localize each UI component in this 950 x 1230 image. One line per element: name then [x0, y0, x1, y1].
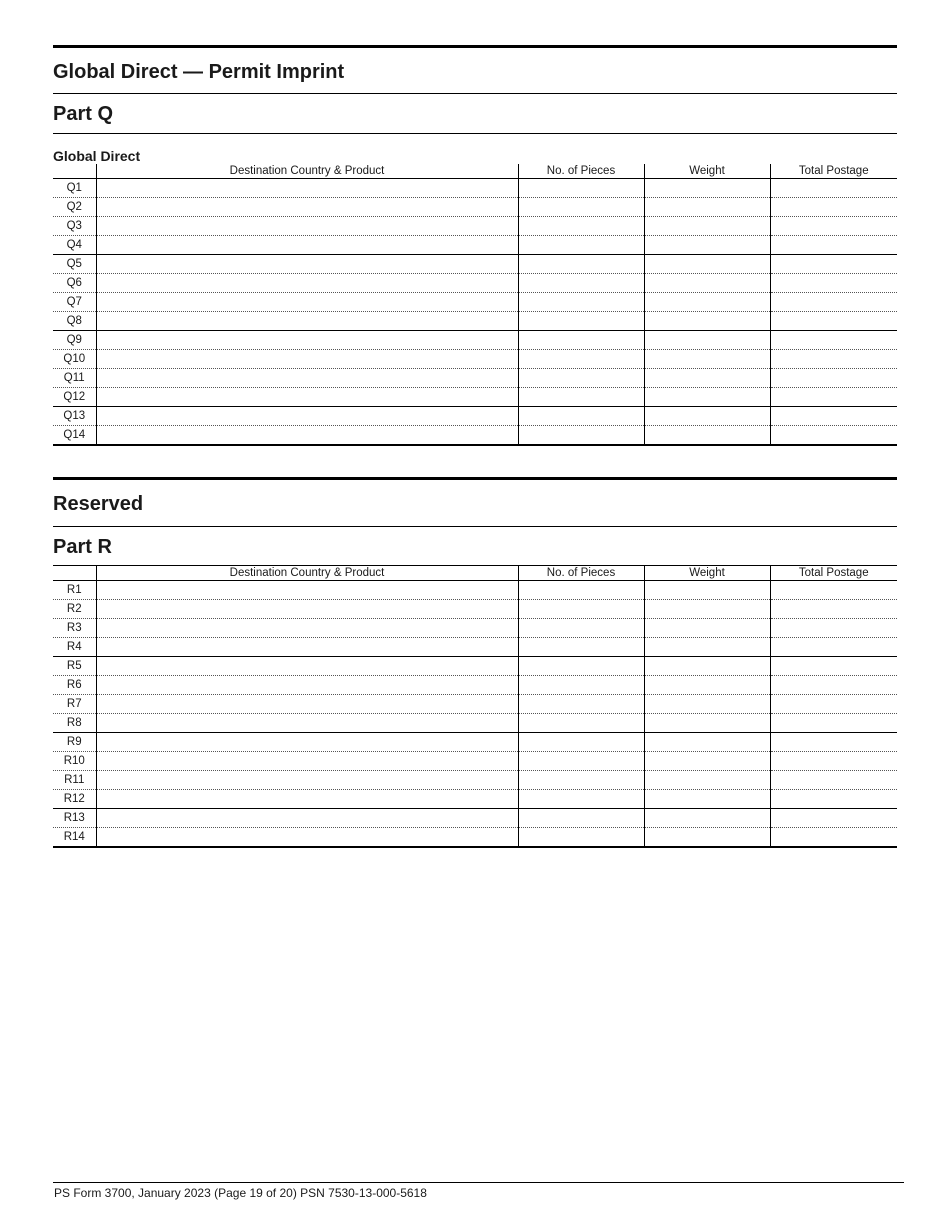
- part-q-weight-cell[interactable]: [644, 236, 770, 255]
- part-r-pieces-cell[interactable]: [518, 752, 644, 771]
- part-r-weight-cell[interactable]: [644, 809, 770, 828]
- part-r-table-row: [53, 638, 897, 657]
- part-r-weight-cell[interactable]: [644, 714, 770, 733]
- part-q-weight-cell[interactable]: [644, 331, 770, 350]
- part-q-row-code: Q8: [53, 312, 96, 331]
- part-q-subtitle: Global Direct: [53, 148, 141, 164]
- part-q-header-postage: Total Postage: [770, 164, 897, 179]
- part-r-postage-cell[interactable]: [770, 714, 897, 733]
- section-q-title-rule: [53, 93, 897, 94]
- part-q-weight-cell[interactable]: [644, 217, 770, 236]
- part-q-destination-cell[interactable]: [96, 312, 518, 331]
- part-r-table-row: [53, 676, 897, 695]
- part-r-table-row: [53, 733, 897, 752]
- part-q-pieces-cell[interactable]: [518, 179, 644, 198]
- part-r-weight-cell[interactable]: [644, 695, 770, 714]
- footer-rule: [53, 1182, 904, 1183]
- part-r-row-code: R5: [53, 657, 96, 676]
- part-q-pieces-cell[interactable]: [518, 255, 644, 274]
- part-r-postage-cell[interactable]: [770, 733, 897, 752]
- part-q-table-row: [53, 369, 897, 388]
- part-r-weight-cell[interactable]: [644, 638, 770, 657]
- part-r-row-code: R10: [53, 752, 96, 771]
- part-r-weight-cell[interactable]: [644, 657, 770, 676]
- part-q-postage-cell[interactable]: [770, 179, 897, 198]
- part-q-destination-cell[interactable]: [96, 293, 518, 312]
- part-r-row-code: R2: [53, 600, 96, 619]
- part-r-row-code: R3: [53, 619, 96, 638]
- part-r-pieces-cell[interactable]: [518, 790, 644, 809]
- part-r-header-postage: Total Postage: [770, 566, 897, 581]
- part-r-pieces-cell[interactable]: [518, 657, 644, 676]
- part-r-table: [53, 565, 897, 848]
- part-q-pieces-cell[interactable]: [518, 426, 644, 446]
- part-q-destination-cell[interactable]: [96, 388, 518, 407]
- part-r-table-row: [53, 828, 897, 848]
- part-r-destination-cell[interactable]: [96, 581, 518, 600]
- part-r-pieces-cell[interactable]: [518, 771, 644, 790]
- section-r-top-rule: [53, 477, 897, 480]
- part-r-pieces-cell[interactable]: [518, 676, 644, 695]
- part-r-postage-cell[interactable]: [770, 638, 897, 657]
- part-q-destination-cell[interactable]: [96, 426, 518, 446]
- part-q-destination-cell[interactable]: [96, 369, 518, 388]
- part-q-table-row: [53, 255, 897, 274]
- section-q-top-rule: [53, 45, 897, 48]
- part-r-destination-cell[interactable]: [96, 733, 518, 752]
- part-q-postage-cell[interactable]: [770, 255, 897, 274]
- part-q-postage-cell[interactable]: [770, 350, 897, 369]
- part-r-postage-cell[interactable]: [770, 771, 897, 790]
- part-r-destination-cell[interactable]: [96, 809, 518, 828]
- part-q-weight-cell[interactable]: [644, 426, 770, 446]
- part-q-destination-cell[interactable]: [96, 236, 518, 255]
- part-r-destination-cell[interactable]: [96, 619, 518, 638]
- part-r-pieces-cell[interactable]: [518, 638, 644, 657]
- part-q-table-row: [53, 350, 897, 369]
- part-q-weight-cell[interactable]: [644, 312, 770, 331]
- part-r-row-code: R12: [53, 790, 96, 809]
- part-r-destination-cell[interactable]: [96, 638, 518, 657]
- part-r-weight-cell[interactable]: [644, 828, 770, 848]
- part-q-header-weight: Weight: [644, 164, 770, 179]
- part-q-pieces-cell[interactable]: [518, 369, 644, 388]
- part-r-row-code: R7: [53, 695, 96, 714]
- part-r-table-row: [53, 809, 897, 828]
- part-r-destination-cell[interactable]: [96, 828, 518, 848]
- part-q-pieces-cell[interactable]: [518, 293, 644, 312]
- part-r-weight-cell[interactable]: [644, 581, 770, 600]
- part-q-weight-cell[interactable]: [644, 293, 770, 312]
- part-r-header-destination: Destination Country & Product: [96, 566, 518, 581]
- part-q-table-row: [53, 407, 897, 426]
- part-q-row-code: Q7: [53, 293, 96, 312]
- part-r-row-code: R1: [53, 581, 96, 600]
- part-r-table-row: [53, 714, 897, 733]
- part-q-destination-cell[interactable]: [96, 198, 518, 217]
- part-q-row-code: Q2: [53, 198, 96, 217]
- part-q-weight-cell[interactable]: [644, 388, 770, 407]
- part-q-pieces-cell[interactable]: [518, 198, 644, 217]
- part-r-pieces-cell[interactable]: [518, 809, 644, 828]
- part-r-postage-cell[interactable]: [770, 828, 897, 848]
- part-q-postage-cell[interactable]: [770, 236, 897, 255]
- part-r-table-row: [53, 600, 897, 619]
- part-r-table-row: [53, 657, 897, 676]
- part-q-rule: [53, 133, 897, 134]
- part-q-postage-cell[interactable]: [770, 388, 897, 407]
- part-q-pieces-cell[interactable]: [518, 388, 644, 407]
- part-r-table-row: [53, 771, 897, 790]
- part-q-destination-cell[interactable]: [96, 350, 518, 369]
- part-q-postage-cell[interactable]: [770, 293, 897, 312]
- part-q-destination-cell[interactable]: [96, 217, 518, 236]
- section-q-title: Global Direct — Permit Imprint: [53, 61, 345, 83]
- part-q-table-row: [53, 274, 897, 293]
- part-r-header-code: [53, 566, 96, 581]
- part-r-destination-cell[interactable]: [96, 695, 518, 714]
- part-q-postage-cell[interactable]: [770, 369, 897, 388]
- part-r-table-row: [53, 695, 897, 714]
- part-r-row-code: R9: [53, 733, 96, 752]
- part-q-row-code: Q4: [53, 236, 96, 255]
- part-q-row-code: Q3: [53, 217, 96, 236]
- part-q-weight-cell[interactable]: [644, 274, 770, 293]
- part-r-pieces-cell[interactable]: [518, 714, 644, 733]
- part-q-pieces-cell[interactable]: [518, 312, 644, 331]
- form-page: [53, 0, 897, 848]
- part-r-header-pieces: No. of Pieces: [518, 566, 644, 581]
- part-r-header-row: [53, 566, 897, 581]
- part-q-postage-cell[interactable]: [770, 426, 897, 446]
- part-r-weight-cell[interactable]: [644, 619, 770, 638]
- part-r-postage-cell[interactable]: [770, 790, 897, 809]
- part-r-table-row: [53, 581, 897, 600]
- part-r-postage-cell[interactable]: [770, 619, 897, 638]
- part-r-destination-cell[interactable]: [96, 771, 518, 790]
- part-q-row-code: Q10: [53, 350, 96, 369]
- part-q-postage-cell[interactable]: [770, 407, 897, 426]
- part-r-row-code: R4: [53, 638, 96, 657]
- part-r-postage-cell[interactable]: [770, 809, 897, 828]
- part-q-row-code: Q11: [53, 369, 96, 388]
- part-r-row-code: R6: [53, 676, 96, 695]
- part-q-weight-cell[interactable]: [644, 407, 770, 426]
- part-q-pieces-cell[interactable]: [518, 274, 644, 293]
- part-q-header-code: [53, 164, 96, 179]
- part-r-postage-cell[interactable]: [770, 752, 897, 771]
- part-r-weight-cell[interactable]: [644, 771, 770, 790]
- part-q-table-row: [53, 426, 897, 446]
- part-q-row-code: Q13: [53, 407, 96, 426]
- part-q-weight-cell[interactable]: [644, 179, 770, 198]
- part-r-weight-cell[interactable]: [644, 676, 770, 695]
- part-r-postage-cell[interactable]: [770, 695, 897, 714]
- section-r-title: Reserved: [53, 493, 144, 515]
- part-q-header-destination: Destination Country & Product: [96, 164, 518, 179]
- part-r-table-row: [53, 619, 897, 638]
- part-q-table-row: [53, 331, 897, 350]
- form-footer: PS Form 3700, January 2023 (Page 19 of 20) PSN 7530-13-000-5618: [54, 1186, 427, 1200]
- part-q-pieces-cell[interactable]: [518, 407, 644, 426]
- part-r-destination-cell[interactable]: [96, 714, 518, 733]
- part-r-postage-cell[interactable]: [770, 657, 897, 676]
- part-r-row-code: R11: [53, 771, 96, 790]
- part-q-postage-cell[interactable]: [770, 217, 897, 236]
- part-r-postage-cell[interactable]: [770, 581, 897, 600]
- part-r-weight-cell[interactable]: [644, 600, 770, 619]
- part-q-weight-cell[interactable]: [644, 350, 770, 369]
- part-q-pieces-cell[interactable]: [518, 236, 644, 255]
- part-r-weight-cell[interactable]: [644, 790, 770, 809]
- part-q-destination-cell[interactable]: [96, 331, 518, 350]
- part-q-header-pieces: No. of Pieces: [518, 164, 644, 179]
- part-r-pieces-cell[interactable]: [518, 581, 644, 600]
- part-q-table: [53, 164, 897, 446]
- part-q-table-row: [53, 217, 897, 236]
- part-r-destination-cell[interactable]: [96, 752, 518, 771]
- part-r-pieces-cell[interactable]: [518, 619, 644, 638]
- part-q-pieces-cell[interactable]: [518, 217, 644, 236]
- part-r-postage-cell[interactable]: [770, 600, 897, 619]
- part-r-postage-cell[interactable]: [770, 676, 897, 695]
- part-q-weight-cell[interactable]: [644, 255, 770, 274]
- part-r-destination-cell[interactable]: [96, 600, 518, 619]
- part-r-header-weight: Weight: [644, 566, 770, 581]
- part-q-destination-cell[interactable]: [96, 255, 518, 274]
- part-q-postage-cell[interactable]: [770, 331, 897, 350]
- part-q-table-row: [53, 236, 897, 255]
- part-r-destination-cell[interactable]: [96, 657, 518, 676]
- part-r-label: Part R: [53, 536, 112, 558]
- part-q-table-row: [53, 198, 897, 217]
- part-r-row-code: R14: [53, 828, 96, 848]
- part-r-pieces-cell[interactable]: [518, 695, 644, 714]
- part-q-table-row: [53, 312, 897, 331]
- part-r-weight-cell[interactable]: [644, 733, 770, 752]
- part-q-label: Part Q: [53, 103, 114, 125]
- part-q-weight-cell[interactable]: [644, 198, 770, 217]
- part-q-destination-cell[interactable]: [96, 179, 518, 198]
- part-r-row-code: R13: [53, 809, 96, 828]
- part-q-postage-cell[interactable]: [770, 198, 897, 217]
- part-q-pieces-cell[interactable]: [518, 350, 644, 369]
- part-q-table-row: [53, 179, 897, 198]
- part-r-weight-cell[interactable]: [644, 752, 770, 771]
- part-q-row-code: Q9: [53, 331, 96, 350]
- part-q-table-row: [53, 293, 897, 312]
- part-q-destination-cell[interactable]: [96, 407, 518, 426]
- part-q-row-code: Q1: [53, 179, 96, 198]
- part-r-table-row: [53, 790, 897, 809]
- part-q-row-code: Q14: [53, 426, 96, 446]
- part-r-row-code: R8: [53, 714, 96, 733]
- section-r-title-rule: [53, 526, 897, 527]
- part-r-destination-cell[interactable]: [96, 676, 518, 695]
- part-q-postage-cell[interactable]: [770, 312, 897, 331]
- part-q-table-row: [53, 388, 897, 407]
- part-r-table-row: [53, 752, 897, 771]
- part-q-pieces-cell[interactable]: [518, 331, 644, 350]
- part-q-postage-cell[interactable]: [770, 274, 897, 293]
- part-q-row-code: Q5: [53, 255, 96, 274]
- part-q-header-row: [53, 164, 897, 179]
- part-q-destination-cell[interactable]: [96, 274, 518, 293]
- part-r-destination-cell[interactable]: [96, 790, 518, 809]
- part-r-pieces-cell[interactable]: [518, 733, 644, 752]
- part-q-row-code: Q6: [53, 274, 96, 293]
- part-r-pieces-cell[interactable]: [518, 600, 644, 619]
- part-q-weight-cell[interactable]: [644, 369, 770, 388]
- part-q-row-code: Q12: [53, 388, 96, 407]
- part-r-pieces-cell[interactable]: [518, 828, 644, 848]
